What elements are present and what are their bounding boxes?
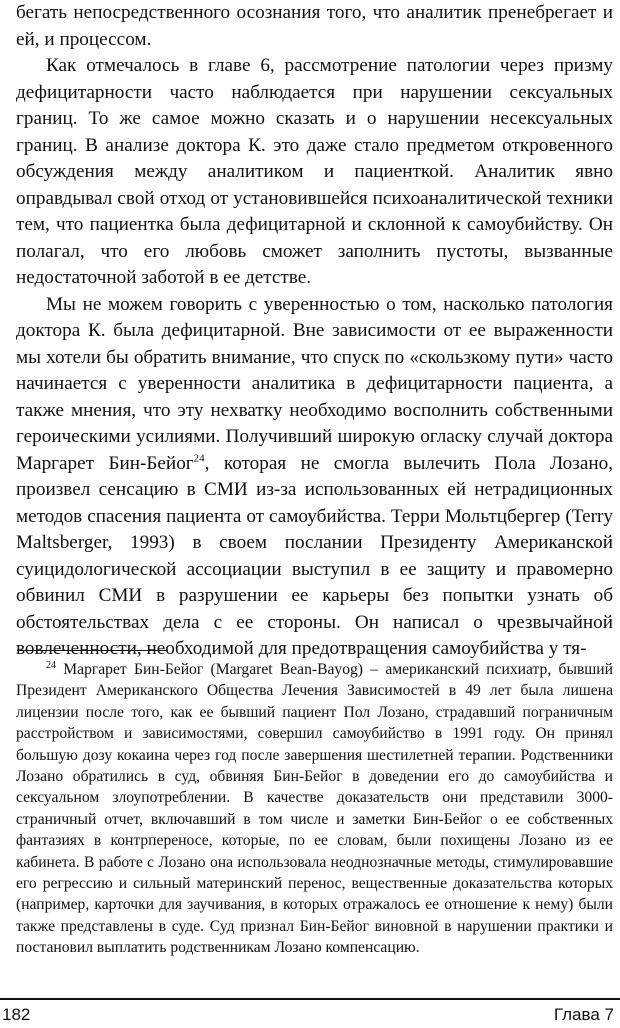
footnote-reference[interactable]: 24: [193, 452, 205, 465]
paragraph-3: [16, 292, 613, 663]
paragraph-3-text-end: , которая не смогла вылечить Пола Лозано, произвел сенсацию в СМИ из-за использованных ей нетрадиционных методов спасения пациента от самоубийства. Терри Мольтцбергер (Terry Maltsberger, 1993) в своем послании Президенту Американской суицидологической ассоциации выступил в ее защиту и правомерно обвинил СМИ в разрушении ее карьеры без попытки узнать об обстоятельствах дела с ее стороны. Он написал о чрезвычайной вовлеченности, необходимой для предотвращения самоубийства у тя-: [16, 452, 614, 659]
running-footer-chapter: Глава 7: [553, 1005, 614, 1024]
footnote: [16, 659, 613, 959]
paragraph-2: [16, 53, 613, 292]
footnote-paragraph: [16, 659, 613, 959]
paragraph-2-text: Как отмечалось в главе 6, рассмотрение патологии через призму дефицитарности часто наблюдается при нарушении сексуальных границ. То же самое можно сказать и о нарушении несексуальных границ. В анализе доктора К. это даже стало предметом откровенного обсуждения между аналитиком и пациенткой. Аналитик явно оправдывал свой отход от установившейся психоаналитической техники тем, что пациентка была дефицитарной и склонной к самоубийству. Он полагал, что его любовь сможет заполнить пустоты, вызванные недостаточной заботой в ее детстве.: [16, 55, 613, 288]
footnote-number: 24: [46, 659, 56, 671]
footer-divider: [0, 998, 620, 1000]
paragraph-1: [16, 0, 613, 53]
page-number: 182: [2, 1005, 31, 1024]
paragraph-1-text: бегать непосредственного осознания того, что аналитик пренебрегает и ей, и процессом.: [16, 2, 613, 50]
footnote-text: Маргарет Бин-Бейог (Margaret Bean-Bayog) – американский психиатр, бывший Президент Американского Общества Лечения Зависимостей в 49 лет была лишена лицензии после того, как ее бывший пациент Пол Лозано, страдавший пограничным расстройством и зависимостями, совершил самоубийство в 1991 году. Он принял большую дозу кокаина через год после завершения шестилетней терапии. Родственники Лозано обратились в суд, обвиняя Бин-Бейог в доведении его до самоубийства и сексуальном злоупотреблении. В качестве доказательств они представили 3000-страничный отчет, включавший в том числе и заметки Бин-Бейог о ее собственных фантазиях в контрпереносе, которые, по ее словам, были похищены Лозано из ее кабинета. В работе с Лозано она использовала неоднозначные методы, стимулировавшие его регрессию и сильный материнский перенос, вещественные доказательства которых (например, карточки для заучивания, в которых отражалось ее отношение к нему) были также представлены в суде. Суд признал Бин-Бейог виновной в нарушении практики и постановил выплатить родственникам Лозано компенсацию.: [16, 661, 613, 957]
footnote-divider: [17, 650, 167, 651]
paragraph-3-text-start: Мы не можем говорить с уверенностью о том, насколько патология доктора К. была дефицитарной. Вне зависимости от ее выраженности мы хотели бы обратить внимание, что спуск по «скользкому пути» часто начинается с уверенности аналитика в дефицитарности пациента, а также мнения, что эту нехватку необходимо восполнить собственными героическими усилиями. Получивший широкую огласку случай доктора Маргарет Бин-Бейог: [16, 293, 613, 474]
